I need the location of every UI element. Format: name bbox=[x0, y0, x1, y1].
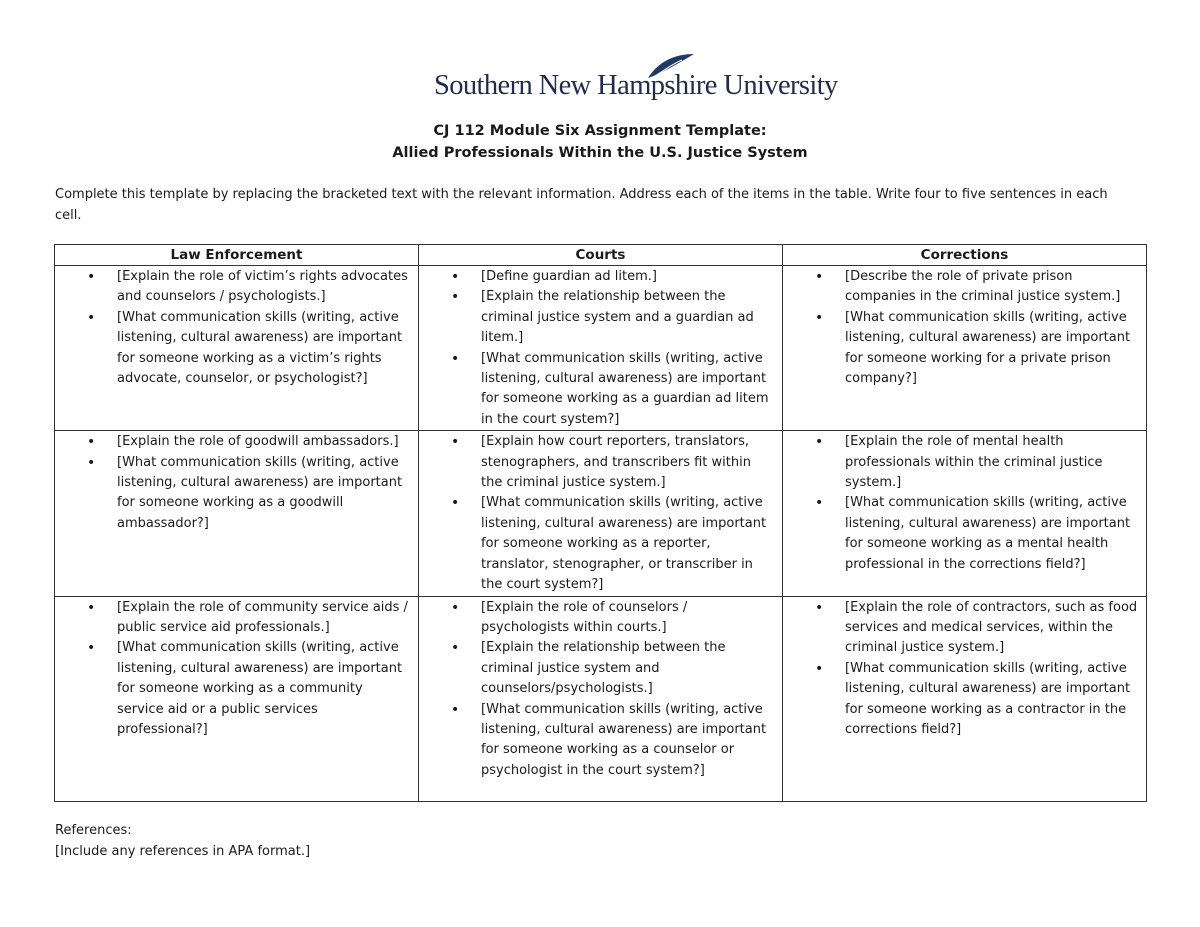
list-item: • [What communication skills (writing, active listening, cultural awareness) are important for someone working as a community service aid or a public services professional?] bbox=[55, 638, 412, 740]
list-item: • [What communication skills (writing, active listening, cultural awareness) are important for someone working as a mental health professional in the corrections field?] bbox=[783, 493, 1140, 575]
table-cell[interactable] bbox=[783, 596, 1147, 801]
page-subtitle: Allied Professionals Within the U.S. Justice System bbox=[392, 145, 808, 161]
assignment-table bbox=[54, 244, 1147, 802]
list-item: • [Define guardian ad litem.] bbox=[419, 267, 776, 287]
list-item: • [Explain the role of victim’s rights advocates and counselors / psychologists.] bbox=[55, 267, 412, 308]
list-item: • [Explain the role of mental health professionals within the criminal justice system.] bbox=[783, 432, 1140, 493]
table-cell[interactable] bbox=[419, 431, 783, 596]
table-cell[interactable] bbox=[55, 431, 419, 596]
table-cell[interactable] bbox=[419, 266, 783, 431]
list-item: • [Explain the relationship between the criminal justice system and a guardian ad litem.] bbox=[419, 287, 776, 348]
table-cell[interactable] bbox=[783, 431, 1147, 596]
table-cell[interactable] bbox=[419, 596, 783, 801]
table-header-row bbox=[55, 245, 1147, 266]
table-row bbox=[55, 266, 1147, 431]
list-item: • [What communication skills (writing, active listening, cultural awareness) are important for someone working as a victim’s rights advocate, counselor, or psychologist?] bbox=[55, 308, 412, 390]
list-item: • [What communication skills (writing, active listening, cultural awareness) are important for someone working as a guardian ad litem in the court system?] bbox=[419, 349, 776, 431]
page-title: CJ 112 Module Six Assignment Template: bbox=[433, 123, 767, 139]
table-cell[interactable] bbox=[783, 266, 1147, 431]
list-item: • [What communication skills (writing, active listening, cultural awareness) are important for someone working as a counselor or psychologist in the court system?] bbox=[419, 700, 776, 782]
list-item: • [Explain the role of goodwill ambassadors.] bbox=[55, 432, 412, 452]
references-label: References: bbox=[55, 823, 132, 838]
header-courts: Courts bbox=[419, 245, 783, 266]
list-item: • [What communication skills (writing, active listening, cultural awareness) are important for someone working for a private prison company?] bbox=[783, 308, 1140, 390]
list-item: • [Explain the role of counselors / psychologists within courts.] bbox=[419, 598, 776, 639]
university-logo bbox=[434, 52, 838, 106]
list-item: • [What communication skills (writing, active listening, cultural awareness) are important for someone working as a reporter, translator, stenographer, or transcriber in the court system?] bbox=[419, 493, 776, 595]
list-item: • [Explain the role of community service aids / public service aid professionals.] bbox=[55, 598, 412, 639]
references-section bbox=[55, 820, 310, 862]
university-name: Southern New Hampshire University bbox=[434, 70, 838, 101]
table-cell[interactable] bbox=[55, 596, 419, 801]
list-item: • [What communication skills (writing, active listening, cultural awareness) are important for someone working as a goodwill ambassador?] bbox=[55, 453, 412, 535]
header-law-enforcement: Law Enforcement bbox=[55, 245, 419, 266]
list-item: • [What communication skills (writing, active listening, cultural awareness) are important for someone working as a contractor in the corrections field?] bbox=[783, 659, 1140, 741]
list-item: • [Explain how court reporters, translators, stenographers, and transcribers fit within the criminal justice system.] bbox=[419, 432, 776, 493]
references-note[interactable]: [Include any references in APA format.] bbox=[55, 844, 311, 859]
header-corrections: Corrections bbox=[783, 245, 1147, 266]
table-cell[interactable] bbox=[55, 266, 419, 431]
list-item: • [Explain the relationship between the criminal justice system and counselors/psychologists.] bbox=[419, 638, 776, 699]
instructions-paragraph: Complete this template by replacing the bracketed text with the relevant information. Address each of the items in the table. Write four to five sentences in each cell. bbox=[55, 187, 1108, 223]
list-item: • [Describe the role of private prison companies in the criminal justice system.] bbox=[783, 267, 1140, 308]
table-row bbox=[55, 596, 1147, 801]
table-row bbox=[55, 431, 1147, 596]
list-item: • [Explain the role of contractors, such as food services and medical services, within the criminal justice system.] bbox=[783, 598, 1140, 659]
